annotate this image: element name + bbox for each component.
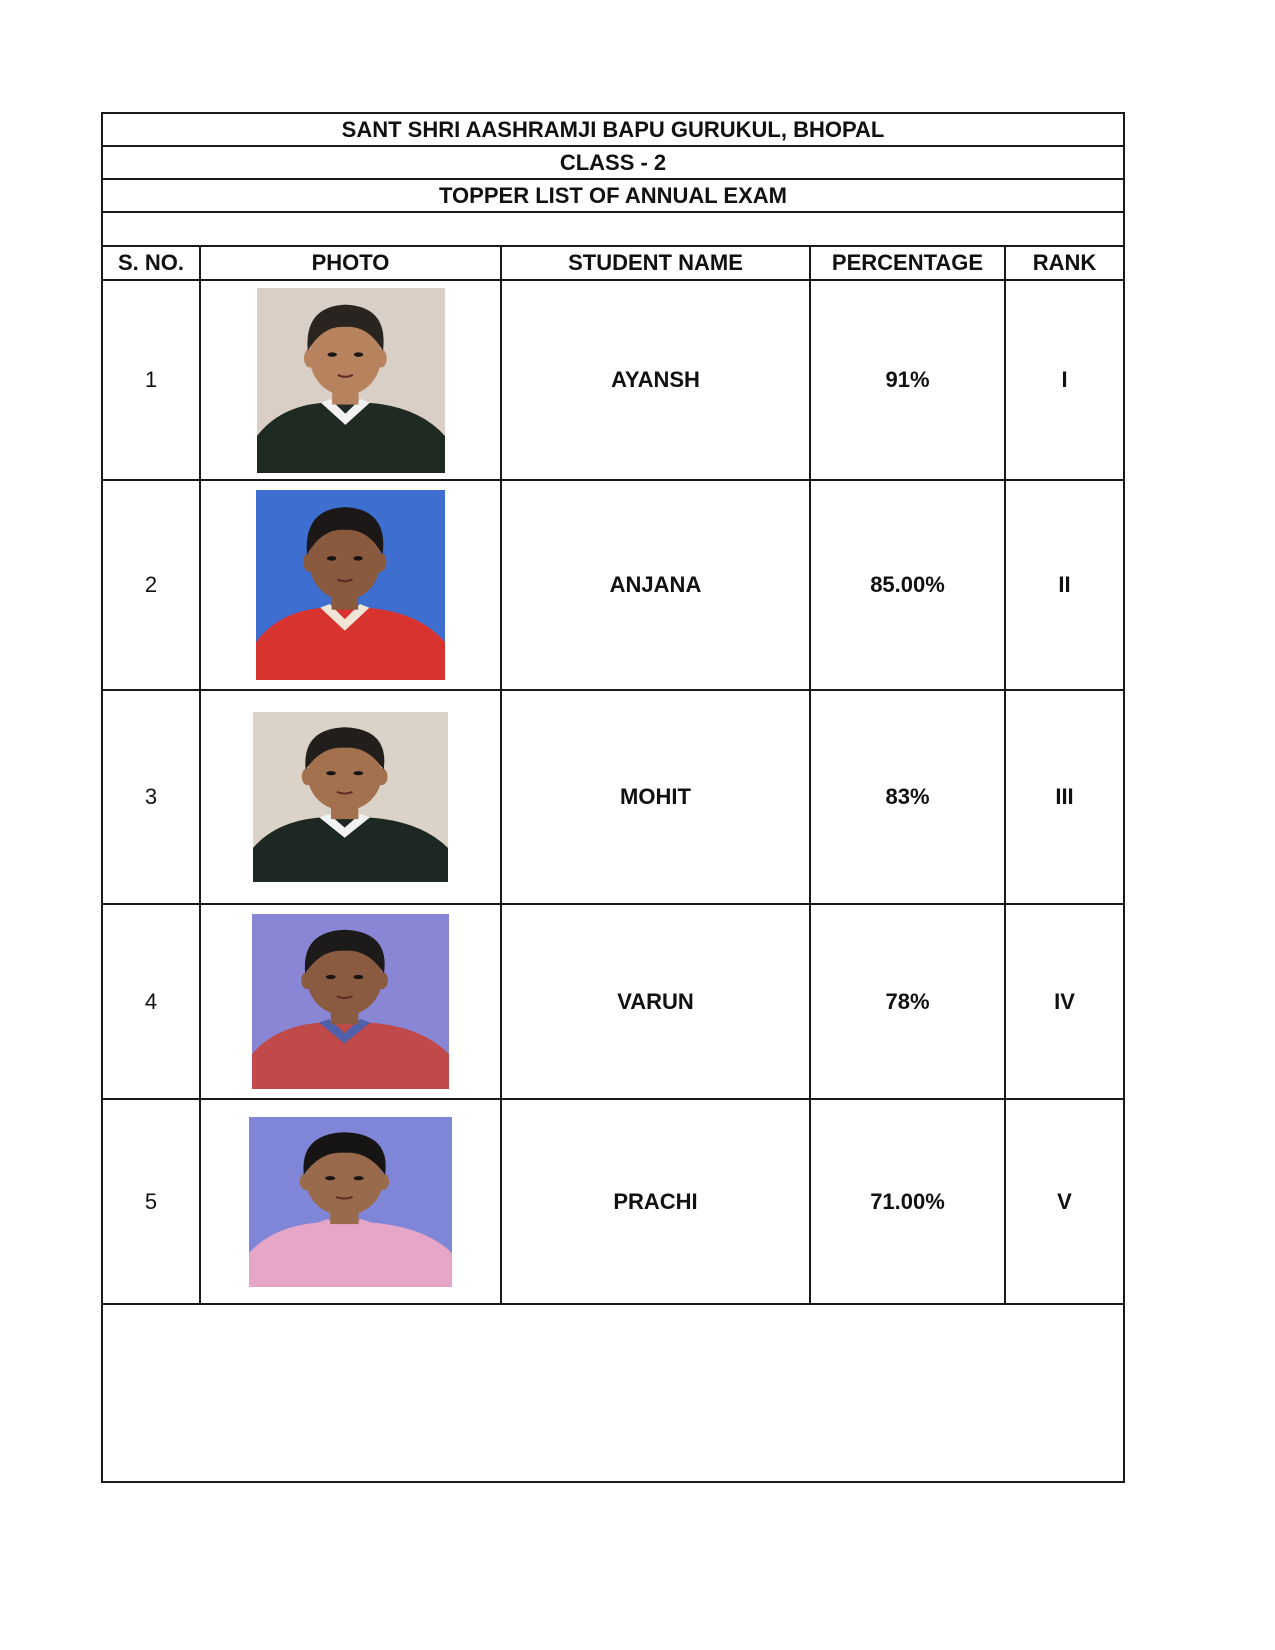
- student-rank: I: [1061, 367, 1068, 392]
- ear: [376, 972, 388, 990]
- portrait-image: [249, 1117, 452, 1287]
- student-name: PRACHI: [502, 1100, 811, 1303]
- student-percentage: 91%: [811, 281, 1006, 479]
- portrait-image: [253, 712, 448, 882]
- student-photo: [253, 712, 448, 882]
- student-percentage: 71.00%: [811, 1100, 1006, 1303]
- student-photo: [249, 1117, 452, 1287]
- portrait-image: [256, 490, 445, 680]
- blank-row: [103, 213, 1123, 247]
- eye: [327, 556, 336, 561]
- table-row: [103, 1100, 1123, 1305]
- ear: [301, 972, 313, 990]
- student-rank: III: [1055, 784, 1074, 809]
- school-name: SANT SHRI AASHRAMJI BAPU GURUKUL, BHOPAL: [103, 114, 1123, 147]
- eye: [326, 975, 336, 979]
- header-percentage: PERCENTAGE: [811, 247, 1006, 279]
- student-percentage: 85.00%: [811, 481, 1006, 689]
- eye: [353, 352, 362, 356]
- header-student-name: STUDENT NAME: [502, 247, 811, 279]
- ear: [377, 1173, 389, 1190]
- class-line: CLASS - 2: [103, 147, 1123, 180]
- header-rank: RANK: [1032, 250, 1097, 275]
- row-sno: 5: [103, 1100, 201, 1303]
- portrait-image: [257, 288, 445, 473]
- row-sno: 3: [103, 691, 201, 903]
- student-photo: [252, 914, 449, 1089]
- eye: [327, 352, 336, 356]
- ear: [303, 553, 314, 572]
- student-rank: IV: [1054, 988, 1075, 1014]
- ear: [376, 768, 388, 785]
- table-row: [103, 691, 1123, 905]
- list-title: TOPPER LIST OF ANNUAL EXAM: [103, 180, 1123, 213]
- table-row: [103, 281, 1123, 481]
- portrait-image: [252, 914, 449, 1089]
- student-photo: [257, 288, 445, 473]
- blank-footer-area: [103, 1305, 1123, 1481]
- table-row: [103, 481, 1123, 691]
- eye: [325, 1176, 335, 1180]
- ear: [304, 349, 315, 368]
- student-photo-cell: [201, 1100, 502, 1303]
- ear: [300, 1173, 312, 1190]
- student-name: MOHIT: [502, 691, 811, 903]
- eye: [354, 1176, 364, 1180]
- ear: [375, 349, 386, 368]
- table-row: [103, 905, 1123, 1100]
- header-sno: S. NO.: [103, 247, 201, 279]
- student-rank: V: [1057, 1188, 1072, 1214]
- student-photo-cell: [201, 481, 502, 689]
- row-sno: 2: [103, 481, 201, 689]
- ear: [375, 553, 386, 572]
- eye: [326, 771, 336, 775]
- eye: [353, 556, 362, 561]
- student-photo: [256, 490, 445, 680]
- eye: [353, 975, 363, 979]
- eye: [353, 771, 363, 775]
- header-photo: PHOTO: [201, 247, 502, 279]
- student-name: VARUN: [502, 905, 811, 1098]
- row-sno: 1: [103, 281, 201, 479]
- student-photo-cell: [201, 691, 502, 903]
- ear: [302, 768, 314, 785]
- row-sno: 4: [103, 905, 201, 1098]
- student-photo-cell: [201, 905, 502, 1098]
- student-photo-cell: [201, 281, 502, 479]
- student-name: ANJANA: [502, 481, 811, 689]
- topper-list-sheet: [101, 112, 1125, 1483]
- student-name: AYANSH: [502, 281, 811, 479]
- student-rank: II: [1058, 572, 1071, 597]
- table-header-row: [103, 247, 1123, 281]
- student-percentage: 83%: [811, 691, 1006, 903]
- student-percentage: 78%: [811, 905, 1006, 1098]
